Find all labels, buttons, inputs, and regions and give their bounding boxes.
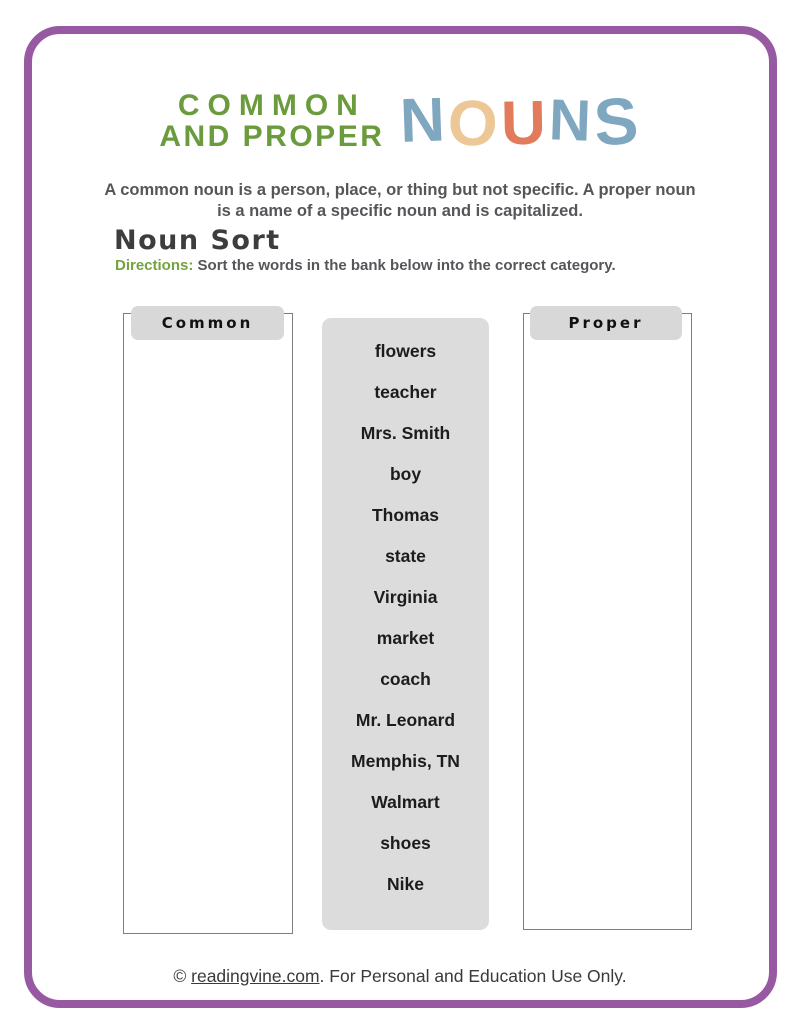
common-column-label: Common xyxy=(161,314,254,332)
word-bank-item: flowers xyxy=(374,341,437,361)
title-nouns-letter: S xyxy=(591,82,644,160)
word-bank-item: Mrs. Smith xyxy=(360,423,451,443)
word-bank-item: Virginia xyxy=(373,587,438,607)
title-nouns-letter: N xyxy=(399,85,450,156)
footer-copyright xyxy=(0,966,800,987)
proper-column-header xyxy=(530,306,682,340)
directions-label: Directions: xyxy=(115,257,194,274)
title-common-and-proper xyxy=(159,90,384,152)
title-line-common: COMMON xyxy=(177,88,366,122)
directions-text xyxy=(115,257,616,274)
word-bank-item: coach xyxy=(380,669,431,689)
word-bank-item: shoes xyxy=(380,833,431,853)
word-bank-item: Thomas xyxy=(371,505,440,525)
footer-suffix: . For Personal and Education Use Only. xyxy=(319,966,627,986)
definition-text xyxy=(0,180,800,222)
word-bank-item: teacher xyxy=(374,382,437,402)
title-line-and-proper: AND PROPER xyxy=(159,120,385,153)
word-bank-item: Mr. Leonard xyxy=(355,710,456,730)
footer-prefix: © xyxy=(173,966,192,986)
worksheet-title xyxy=(0,82,800,160)
definition-line-1: A common noun is a person, place, or thing but not specific. A proper noun xyxy=(104,181,696,199)
readingvine-link[interactable]: readingvine.com xyxy=(191,966,320,986)
word-bank-item: Nike xyxy=(387,874,424,894)
word-bank xyxy=(322,318,489,930)
definition-line-2: is a name of a specific noun and is capitalized. xyxy=(217,202,583,220)
word-bank-item: market xyxy=(376,628,435,648)
proper-column-label: Proper xyxy=(568,314,644,332)
directions-body: Sort the words in the bank below into the correct category. xyxy=(193,257,616,274)
common-column-box xyxy=(123,313,293,934)
word-bank-item: Walmart xyxy=(371,792,440,812)
common-column-header xyxy=(131,306,284,340)
word-bank-item: state xyxy=(385,546,426,566)
title-nouns-letter: U xyxy=(500,88,550,159)
proper-column-box xyxy=(523,313,692,930)
word-bank-item: boy xyxy=(389,464,422,484)
title-nouns-letter: O xyxy=(446,86,503,160)
title-word-nouns xyxy=(399,82,644,160)
section-heading: Noun Sort xyxy=(114,225,281,256)
title-nouns-letter: N xyxy=(547,87,595,154)
word-bank-item: Memphis, TN xyxy=(351,751,460,771)
